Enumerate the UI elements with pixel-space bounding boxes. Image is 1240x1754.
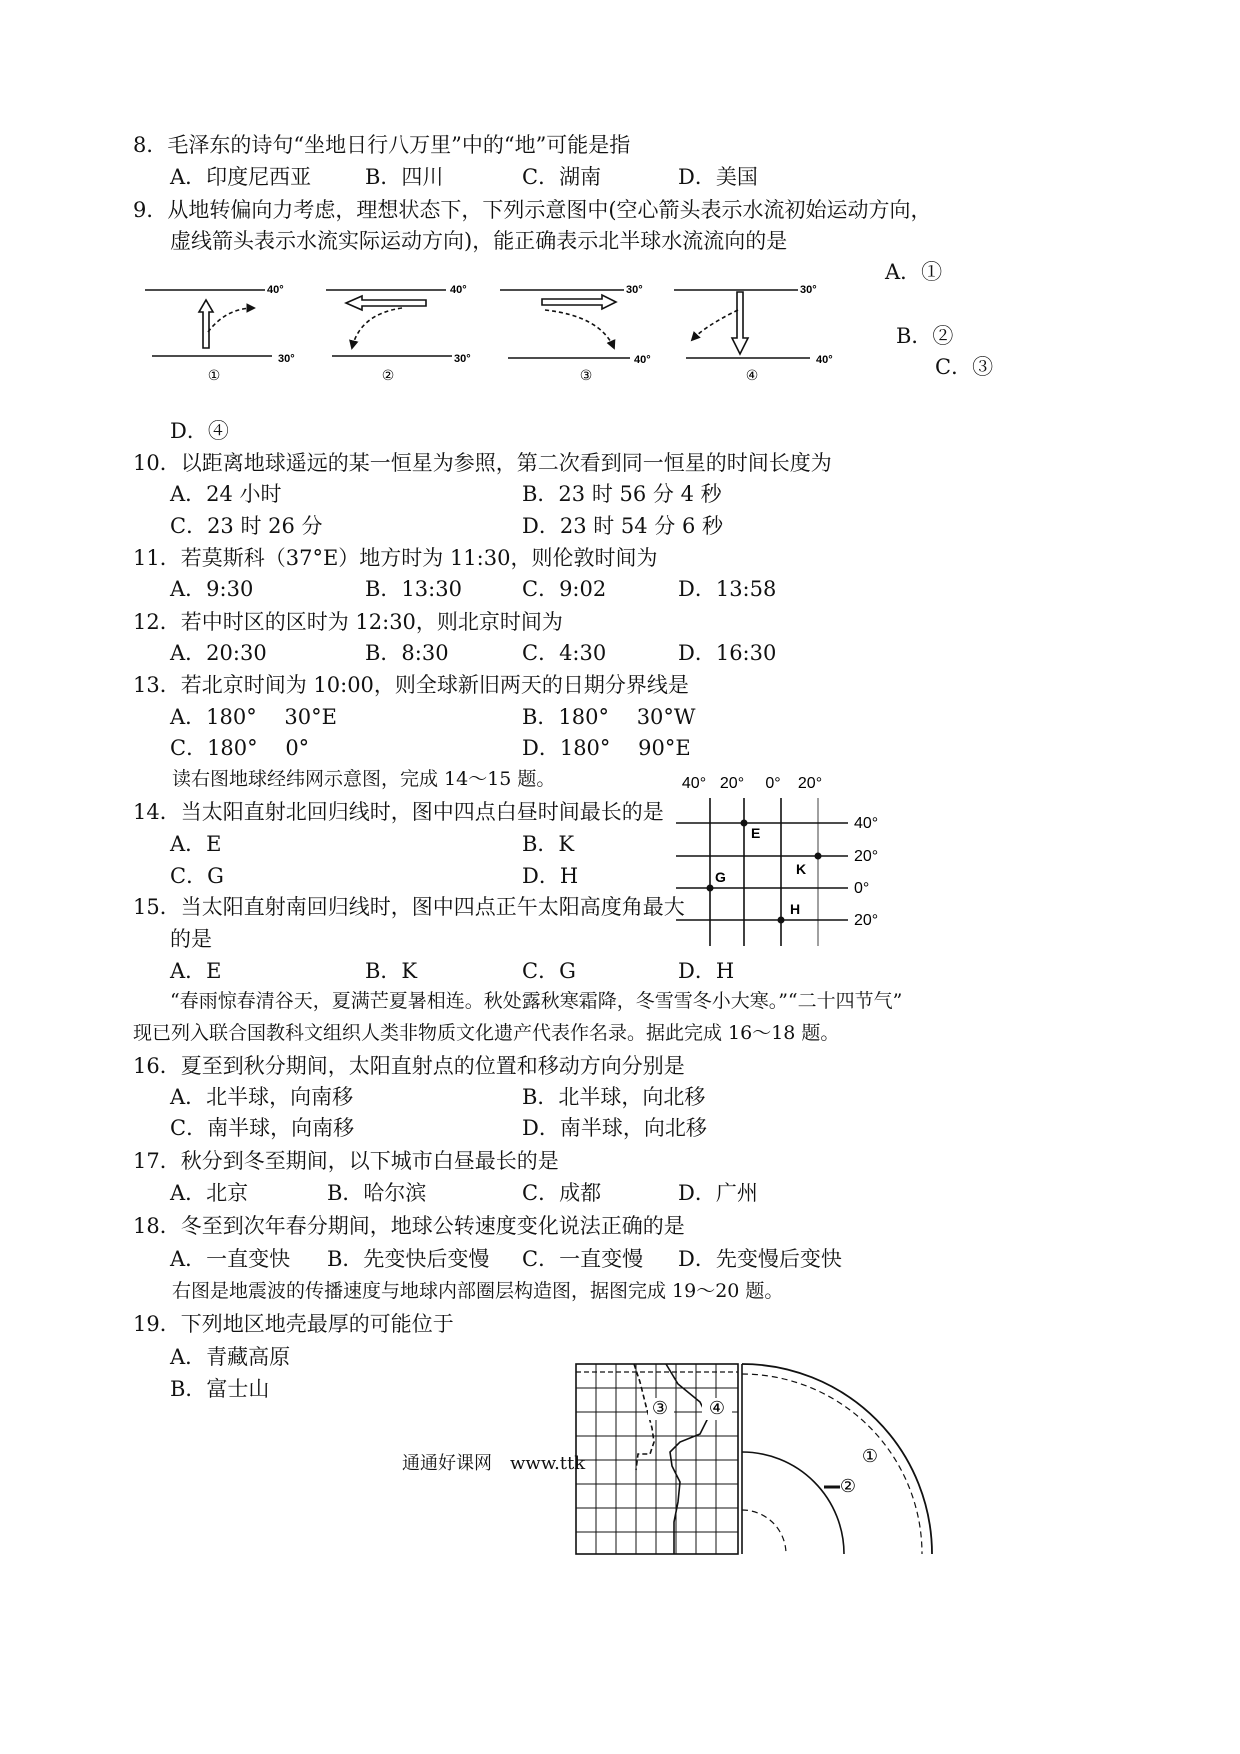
q9-option-b: B．② [896, 324, 954, 348]
q14-option-d: D．H [522, 864, 579, 888]
q9-diagram-4 [674, 284, 833, 383]
q16-option-d: D．南半球，向北移 [522, 1116, 707, 1140]
layer-label-1: ① [861, 1446, 879, 1466]
map-top-label-3: 0° [765, 775, 781, 792]
q8-option-b: B．四川 [365, 165, 444, 189]
map-right-label-3: 0° [854, 880, 870, 897]
q10-stem: 10．以距离地球遥远的某一恒星为参照，第二次看到同一恒星的时间长度为 [133, 451, 832, 475]
q9-diagram-3 [500, 284, 651, 383]
q10-option-a: A．24 小时 [170, 482, 282, 506]
q11-option-c: C．9:02 [522, 577, 607, 601]
q16-option-c: C．南半球，向南移 [170, 1116, 355, 1140]
earth-interior-diagram [740, 1362, 940, 1557]
q10-option-d: D．23 时 54 分 6 秒 [522, 514, 724, 538]
q11-option-d: D．13:58 [678, 577, 777, 601]
q11-option-b: B．13:30 [365, 577, 462, 601]
q14-stem: 14．当太阳直射北回归线时，图中四点白昼时间最长的是 [133, 800, 664, 824]
q18-option-a: A．一直变快 [170, 1247, 291, 1271]
q17-option-b: B．哈尔滨 [327, 1181, 427, 1205]
q15-option-d: D．H [678, 959, 735, 983]
passage-line-2: 现已列入联合国教科文组织人类非物质文化遗产代表作名录。据此完成 16～18 题。 [133, 1022, 840, 1044]
passage-line-1: “春雨惊春清谷天，夏满芒夏暑相连。秋处露秋寒霜降，冬雪雪冬小大寒。”“二十四节气” [170, 990, 903, 1012]
point-h [778, 917, 785, 924]
q9-option-d: D．④ [170, 419, 229, 443]
map-top-label-2: 20° [719, 775, 745, 792]
q12-option-b: B．8:30 [365, 641, 449, 665]
point-g [707, 885, 714, 892]
q9-d2-top-lat: 40° [450, 284, 467, 296]
point-e-label: E [751, 825, 761, 841]
q9-d2-label: ② [381, 367, 395, 383]
q8-option-a: A．印度尼西亚 [170, 165, 312, 189]
q9-option-a: A．① [885, 260, 943, 284]
q13-option-c: C．180° 0° [170, 736, 310, 760]
q15-stem-line1: 15．当太阳直射南回归线时，图中四点正午太阳高度角最大 [133, 895, 685, 919]
q17-option-c: C．成都 [522, 1181, 602, 1205]
map-right-label-1: 40° [854, 815, 879, 832]
layer-label-2: ② [839, 1476, 857, 1496]
q9-d3-label: ③ [579, 367, 593, 383]
map-right-label-4: 20° [854, 912, 879, 929]
q15-option-b: B．K [365, 959, 418, 983]
q8-option-c: C．湖南 [522, 165, 602, 189]
q13-option-b: B．180° 30°W [522, 705, 696, 729]
q16-option-b: B．北半球，向北移 [522, 1085, 706, 1109]
q9-d3-top-lat: 30° [626, 284, 643, 296]
q9-stem-line1: 9．从地转偏向力考虑，理想状态下，下列示意图中(空心箭头表示水流初始运动方向， [133, 198, 932, 222]
q9-d2-bottom-lat: 30° [454, 353, 471, 365]
q10-option-c: C．23 时 26 分 [170, 514, 323, 538]
graticule-map [670, 770, 900, 950]
q13-option-a: A．180° 30°E [170, 705, 337, 729]
q9-d3-bottom-lat: 40° [634, 354, 651, 366]
q13-option-d: D．180° 90°E [522, 736, 691, 760]
q12-option-d: D．16:30 [678, 641, 777, 665]
map-top-label-4: 20° [797, 775, 823, 792]
q9-diagrams [140, 278, 860, 388]
q10-option-b: B．23 时 56 分 4 秒 [522, 482, 722, 506]
q15-option-a: A．E [170, 959, 222, 983]
q12-option-c: C．4:30 [522, 641, 607, 665]
q12-stem: 12．若中时区的区时为 12:30，则北京时间为 [133, 610, 563, 634]
q8-stem: 8．毛泽东的诗句“坐地日行八万里”中的“地”可能是指 [133, 133, 631, 157]
q9-stem-line2: 虚线箭头表示水流实际运动方向)，能正确表示北半球水流流向的是 [170, 229, 788, 253]
seismic-wave-label-4: ④ [708, 1398, 726, 1418]
intro-19-20: 右图是地震波的传播速度与地球内部圈层构造图，据图完成 19～20 题。 [172, 1280, 784, 1302]
q11-option-a: A．9:30 [170, 577, 254, 601]
q17-option-a: A．北京 [170, 1181, 249, 1205]
q14-option-b: B．K [522, 832, 575, 856]
q18-stem: 18．冬至到次年春分期间，地球公转速度变化说法正确的是 [133, 1214, 685, 1238]
q9-diagram-1 [145, 284, 295, 383]
q9-d4-bottom-lat: 40° [816, 354, 833, 366]
q19-stem: 19．下列地区地壳最厚的可能位于 [133, 1312, 454, 1336]
q19-option-a: A．青藏高原 [170, 1345, 291, 1369]
footer-watermark: 通通好课网 www.ttk [402, 1453, 586, 1474]
q18-option-c: C．一直变慢 [522, 1247, 644, 1271]
q18-option-b: B．先变快后变慢 [327, 1247, 490, 1271]
q9-d4-top-lat: 30° [800, 284, 817, 296]
q12-option-a: A．20:30 [170, 641, 267, 665]
q17-stem: 17．秋分到冬至期间，以下城市白昼最长的是 [133, 1149, 559, 1173]
q9-d1-top-lat: 40° [267, 284, 284, 296]
q8-option-d: D．美国 [678, 165, 758, 189]
q17-option-d: D．广州 [678, 1181, 758, 1205]
point-e [741, 820, 748, 827]
q15-stem-line2: 的是 [170, 927, 212, 951]
q15-option-c: C．G [522, 959, 576, 983]
point-k-label: K [796, 861, 807, 877]
q9-d1-label: ① [207, 367, 221, 383]
q16-stem: 16．夏至到秋分期间，太阳直射点的位置和移动方向分别是 [133, 1054, 685, 1078]
point-k [815, 853, 822, 860]
point-g-label: G [715, 869, 726, 885]
seismic-wave-chart [574, 1362, 740, 1557]
q14-option-a: A．E [170, 832, 222, 856]
q11-stem: 11．若莫斯科（37°E）地方时为 11:30，则伦敦时间为 [133, 546, 658, 570]
point-h-label: H [790, 901, 801, 917]
intro-14-15: 读右图地球经纬网示意图，完成 14～15 题。 [172, 768, 556, 790]
q18-option-d: D．先变慢后变快 [678, 1247, 842, 1271]
q14-option-c: C．G [170, 864, 224, 888]
q13-stem: 13．若北京时间为 10:00，则全球新旧两天的日期分界线是 [133, 673, 689, 697]
q16-option-a: A．北半球，向南移 [170, 1085, 354, 1109]
q9-d4-label: ④ [745, 367, 759, 383]
q19-option-b: B．富士山 [170, 1377, 270, 1401]
q9-diagram-2 [326, 284, 471, 383]
map-right-label-2: 20° [854, 848, 879, 865]
q9-d1-bottom-lat: 30° [278, 353, 295, 365]
seismic-wave-label-3: ③ [651, 1398, 669, 1418]
q9-option-c: C．③ [935, 355, 994, 379]
map-top-label-1: 40° [681, 775, 707, 792]
